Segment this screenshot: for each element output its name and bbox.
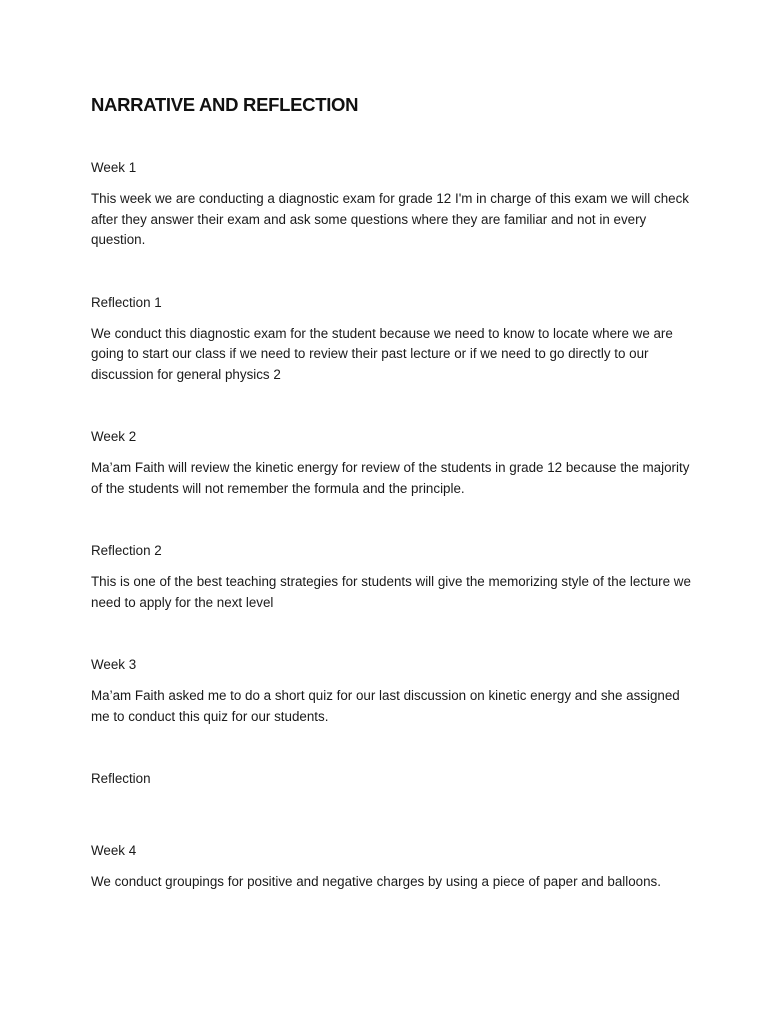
section-heading: Week 3 <box>91 657 137 672</box>
section-reflection-3 <box>91 769 691 789</box>
document-content <box>91 92 691 935</box>
section-week-3 <box>91 655 691 727</box>
section-body: Ma’am Faith asked me to do a short quiz for our last discussion on kinetic energy and she assigned me to conduct this quiz for our students. <box>91 688 680 724</box>
section-body: We conduct this diagnostic exam for the student because we need to know to locate where we are going to start our class if we need to review their past lecture or if we need to go directly to our discussion for general physics 2 <box>91 325 673 382</box>
section-body: We conduct groupings for positive and negative charges by using a piece of paper and balloons. <box>91 874 661 889</box>
section-body: This is one of the best teaching strategies for students will give the memorizing style of the lecture we need to apply for the next level <box>91 574 691 610</box>
section-body: Ma’am Faith will review the kinetic energy for review of the students in grade 12 because the majority of the students will not remember the formula and the principle. <box>91 460 690 496</box>
section-body: This week we are conducting a diagnostic exam for grade 12 I'm in charge of this exam we will check after they answer their exam and ask some questions where they are familiar and not in every question. <box>91 191 689 247</box>
section-week-2 <box>91 427 691 499</box>
section-heading: Reflection 1 <box>91 294 162 310</box>
section-reflection-2 <box>91 541 691 613</box>
section-heading: Reflection <box>91 771 151 786</box>
document-title: NARRATIVE AND REFLECTION <box>91 94 359 115</box>
section-week-4 <box>91 841 691 893</box>
section-heading: Week 1 <box>91 160 137 175</box>
section-heading: Week 4 <box>91 843 137 858</box>
section-week-1 <box>91 158 691 251</box>
section-reflection-1 <box>91 293 691 386</box>
section-heading: Reflection 2 <box>91 543 162 558</box>
section-heading: Week 2 <box>91 429 137 444</box>
